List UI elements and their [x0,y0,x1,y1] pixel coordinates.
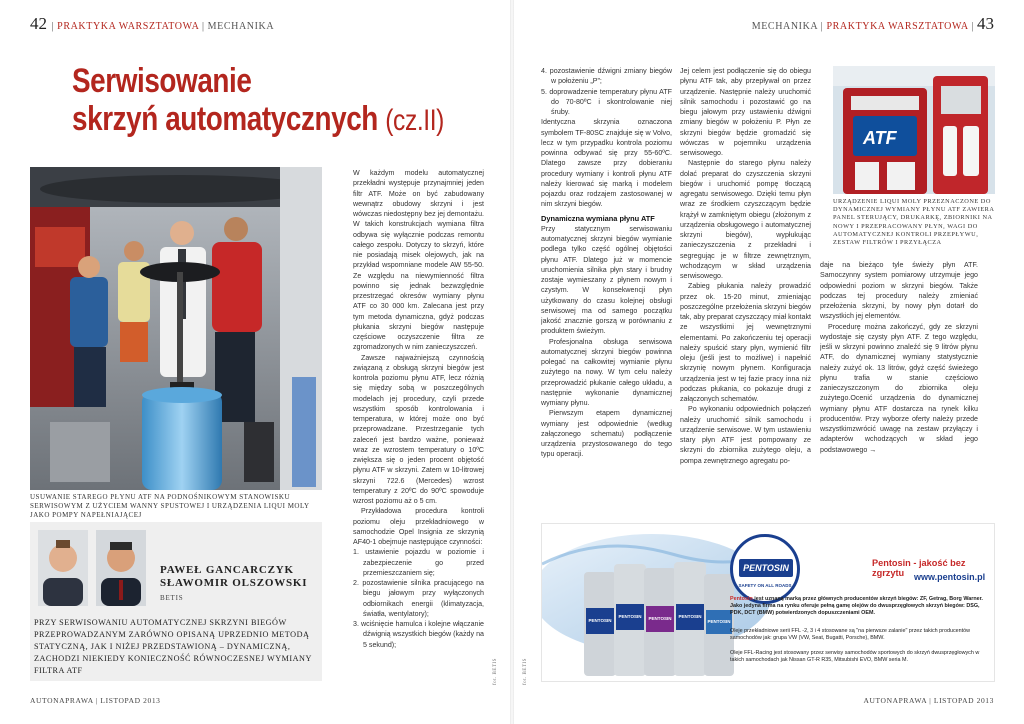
col3-paragraph-1: Jej celem jest podłączenie się do obiegu płynu ATF tak, aby przepływał on przez urządzenie. Następnie należy uruchomić silnik samochodu i pozostawić go na biegu jałowym przy ustawieniu dźwigni zmiany biegów w położeniu P. Płyn ze skrzyni biegów będzie gromadzić się wówczas w pojemniku urządzenia serwisowego. [680,67,811,157]
author-names [160,564,307,590]
oil-bottle: PENTOSIN [644,568,676,676]
oil-bottle: PENTOSIN [584,572,616,676]
col4-paragraph-1: daje na bieżąco tyle świeży płyn ATF. Samoczynny system pomiarowy utrzymuje jego odpowiedni poziom w skrzyni biegów. Także podczas tej procedury należy zmieniać przełożenia skrzyni, by nowy płyn dotarł do wszystkich jej elementów. [820,261,978,321]
article-intro: PRZY SERWISOWANIU AUTOMATYCZNEJ SKRZYNI BIEGÓW PRZEPROWADZANYM ZARÓWNO OPISANĄ UPRZEDNIO METODĄ STATYCZNĄ, JAK I NIŻEJ PRZEDSTAWIONĄ – DYNAMICZNĄ, ZACHODZI NIEKIEDY KONIECZNOŚĆ RÓWNOCZESNEJ WYMIANY FILTRA ATF [30,611,322,681]
list-item: 4. pozostawienie dźwigni zmiany biegów w położeniu „P”; [541,67,672,86]
list-item: 5. doprowadzenie temperatury płynu ATF do 70-80ºC i skontrolowanie niej śruby. [541,87,672,116]
page-number-left: 42 [30,14,47,33]
col2-paragraph-3: Profesjonalna obsługa serwisowa automatycznej skrzyni biegów powinna polegać na całkowitej wymianie płynu zużytego na nowy. W tym celu należy przeprowadzić płukanie całego układu, a następnie wykonanie dynamicznej wymiany płynu. [541,337,672,407]
title-part: (cz.II) [385,104,444,137]
header-section-left: PRAKTYKA WARSZTATOWA [57,21,199,32]
atf-device-photo [833,66,995,194]
title-line-1: Serwisowanie [72,62,252,100]
ad-paragraph-2: Oleje przekładniowe serii FFL -2, 3 i 4 stosowane są "na pierwsze zalanie" przez takich producentów samochodów jak: grupa VW (VW, Seat, Bugatti, Porsche), BMW. [730,628,971,641]
page-number-right: 43 [977,14,994,33]
device-screen-label: ATF [863,128,897,148]
page-header-left: 42 | PRAKTYKA WARSZTATOWA | MECHANIKA [30,14,275,33]
footer-right: AUTONAPRAWA | LISTOPAD 2013 [863,696,994,705]
workshop-photo [30,167,322,490]
author-photo-2 [96,530,146,606]
oil-bottle: PENTOSIN [674,562,706,676]
header-section-right: PRAKTYKA WARSZTATOWA [826,21,969,32]
col4-paragraph-2: Procedurę można zakończyć, gdy ze skrzyni wydostaje się czysty płyn ATF. Z tego względu, jeśli w skrzyni powinno znaleźć się 9 litrów płynu ATF, do dynamicznej wymiany statystycznie należy zużyć ok. 13 litrów, gdyż część świeżego płynu trafia w stanie częściowo zanieczyszczonym do zbiornika oleju zużytego.Ocenić urządzenia do dynamicznej wymiany płynu ATF dostarcza na rynek kilku producentów. Przy wyborze oferty należy przede wszystkimzwrócić uwagę na zestaw przyłączy i adapterów wchodzących w skład jego podstawowego → [820,322,978,454]
oil-bottle: PENTOSIN [704,574,734,676]
ad-url[interactable]: www.pentosin.pl [914,572,986,582]
ring-text: SAFETY ON ALL ROADS [738,583,792,588]
page-header-right: MECHANIKA | PRAKTYKA WARSZTATOWA | 43 [751,14,994,33]
section-heading: Dynamiczna wymiana płynu ATF [541,213,655,223]
list-item: 3. wciśnięcie hamulca i kolejne włączanie dźwignią wszystkich biegów (każdy na 5 sekund); [353,620,484,649]
col1-paragraph-2: Zawsze najważniejszą czynnością związaną z obsługą skrzyni biegów jest kontrola poziomu płynu ATF, lecz różnią się między sobą w poszczególnych modelach jej procedury, czyli przede wszystkim sposób kontrolowania i temperatura, w której może ono być przeprowadzane. Przestrzeganie tych zaleceń jest bardzo ważne, ponieważ wraz ze wzrostem temperatury o 10ºC zwiększa się o jeden procent objętość płynu ATF w skrzyni. Zatem w 10-litrowej skrzyni 722.6 (Mercedes) wzrost temperatury z 20ºC do 90ºC spowoduje wzrost poziomu aż o 5 cm. [353,353,484,505]
oil-bottle: PENTOSIN [614,564,646,676]
ad-headline: Pentosin - jakość bez zgrzytu [872,558,966,578]
text-column-2 [541,66,672,506]
footer-left: AUTONAPRAWA | LISTOPAD 2013 [30,696,161,705]
photo-credit-1: fot. BETIS [493,658,498,685]
author-photo-1 [38,530,88,606]
author-company: BETIS [160,594,184,602]
spine-gutter [510,0,514,724]
header-subsection-right: MECHANIKA [751,21,818,32]
author-name-2: SŁAWOMIR OLSZOWSKI [160,577,308,589]
author-name-1: PAWEŁ GANCARCZYK [160,564,294,576]
col1-paragraph-1: W każdym modelu automatycznej przekładni występuje przynajmniej jeden filtr ATF. Może on być zabudowany wewnątrz obudowy skrzyni i jest wówczas niedostępny bez jej demontażu. W takich konstrukcjach wymiana filtra odbywa się wyłącznie podczas remontu całego zespołu. Dotyczy to skrzyń, które nie posiadają misek olejowych, jak na przykład wspomniane modele AW 55-50. Ze względu na niewymienność filtra powinno się jednak bezwzględnie przestrzegać okresów wymiany płynu ATF co 30 000 km. Zalecana jest przy tym metoda dynamiczna, gdyż podczas płukania skrzyni biegów następuje częściowe oczyszczenie filtra ze zgromadzonych w nim zanieczyszczeń. [353,169,484,352]
col3-paragraph-2: Następnie do starego płynu należy dolać preparat do czyszczenia skrzyni biegów i uruchomić pompę tłoczącą agregatu serwisowego. Dzięki temu płyn wraz ze środkiem czyszczącym będzie krążył w zamkniętym obiegu (złożonym z urządzenia obsługowego i automatycznej skrzyni biegów), wypłukując zanieczyszczenia z przekładni i segregując je w filtrze zewnętrznym, wchodzącym w skład urządzenia serwisowego. [680,159,811,280]
text-column-1 [353,168,484,688]
col2-paragraph-2: Przy statycznym serwisowaniu automatycznej skrzyni biegów wymianie podlega tylko część ogólnej objętości płynu ATF. Dlatego już w momencie uruchomienia silnika płyn stary i brudny zostaje wymieszany z płynem nowym i czystym. W konsekwencji płyn użytkowany do czasu kolejnej obsługi serwisowej ma od samego początku jakość znacznie gorszą w porównaniu z produktem świeżym. [541,224,672,336]
main-photo-caption: USUWANIE STAREGO PŁYNU ATF NA PODNOŚNIKOWYM STANOWISKU SERWISOWYM Z UŻYCIEM WANNY SPUSTOWEJ I URZĄDZENIA LIQUI MOLY JAKO POMPY NAPEŁNIAJĄCEJ [30,493,310,519]
text-column-3 [680,66,811,506]
list-item: 1. ustawienie pojazdu w poziomie i zabezpieczenie go przed przemieszczaniem się; [353,548,484,577]
col3-paragraph-4: Po wykonaniu odpowiednich połączeń należy uruchomić silnik samochodu i urządzenie serwisowe. W tym ustawieniu stary płyn ATF jest pompowany ze skrzyni do zbiornika zużytego oleju, a pompa zewnętrznego agregatu po- [680,405,811,465]
article-title [72,62,444,140]
brand-wordmark: PENTOSIN [739,559,793,577]
list-item: 2. pozostawienie silnika pracującego na biegu jałowym przy wyłączonych odbiornikach energii (klimatyzacja, światła, wentylatory); [353,579,484,618]
pentosin-advertisement[interactable] [541,523,995,682]
col1-procedure-list [353,547,484,650]
col2-procedure-list [541,66,672,117]
photo-credit-2: fot. BETIS [523,658,528,685]
title-line-2: skrzyń automatycznych [72,100,378,138]
header-subsection-left: MECHANIKA [207,21,275,32]
pentosin-logo [730,534,800,604]
ad-paragraph-3: Oleje FFL-Racing jest stosowany przez serwisy samochodów sportowych do skrzyń dwusprzęgłowych w takich samochodach jak Nissan GT-R R35, Mitsubishi EVO, BMW seria M. [730,650,980,663]
text-column-4 [820,260,978,506]
col2-paragraph-1: Identyczna skrzynia oznaczona symbolem TF-80SC znajduje się w Volvo, lecz w tym przypadku kontrola poziomu powinna odbywać się przy 55-60ºC. Dlatego zawsze przy dobieraniu procedury wymiany i kontroli płynu ATF należy kierować się marką i modelem pojazdu oraz rodzajem zastosowanej w nim skrzyni biegów. [541,118,672,209]
col1-paragraph-3: Przykładowa procedura kontroli poziomu oleju przekładniowego w samochodzie Opel Insignia ze skrzynią AF40-1 obejmuje następujące czynności: [353,507,484,546]
author-box [30,522,322,611]
col2-paragraph-4: Pierwszym etapem dynamicznej wymiany jest odpowiednie (według załączonego schematu) podłączenie urządzenia przystosowanego do tego typu operacji. [541,409,672,459]
ad-paragraph-1: Pentosin jest uznaną marką przez głównych producentów skrzyń biegów: ZF, Getrag, Borg Warner. Jako jedyna firma na rynku oferuje pełną gamę olejów do dwusprzęgłowych skrzyń biegów: DSG, PDK, DCT (BMW) potwierdzonych dopuszczeniami OEM. [730,596,983,616]
col3-paragraph-3: Zabieg płukania należy prowadzić przez ok. 15-20 minut, zmieniając poszczególne przełożenia skrzyni biegów tak, aby preparat czyszczący miał kontakt ze wszystkimi jej wewnętrznymi elementami. Po zakończeniu tej operacji należy spuścić stary płyn, wymienić filtr oleju (jeśli jest to możliwe) i napełnić skrzynię nowym płynem. Konfiguracja urządzenia jest w tej fazie pracy inna niż podczas płukania, co pokazuje drugi z załączonych schematów. [680,282,811,403]
device-photo-caption: URZĄDZENIE LIQUI MOLY PRZEZNACZONE DO DYNAMICZNEJ WYMIANY PŁYNU ATF ZAWIERA PANEL STERUJĄCY, DRUKARKĘ, ZBIORNIKI NA NOWY I PRZEPRACOWANY PŁYN, WAGI DO AUTOMATYCZNEJ KONTROLI PRZEPŁYWU, ZESTAW FILTRÓW I PRZYŁĄCZA [833,198,995,247]
